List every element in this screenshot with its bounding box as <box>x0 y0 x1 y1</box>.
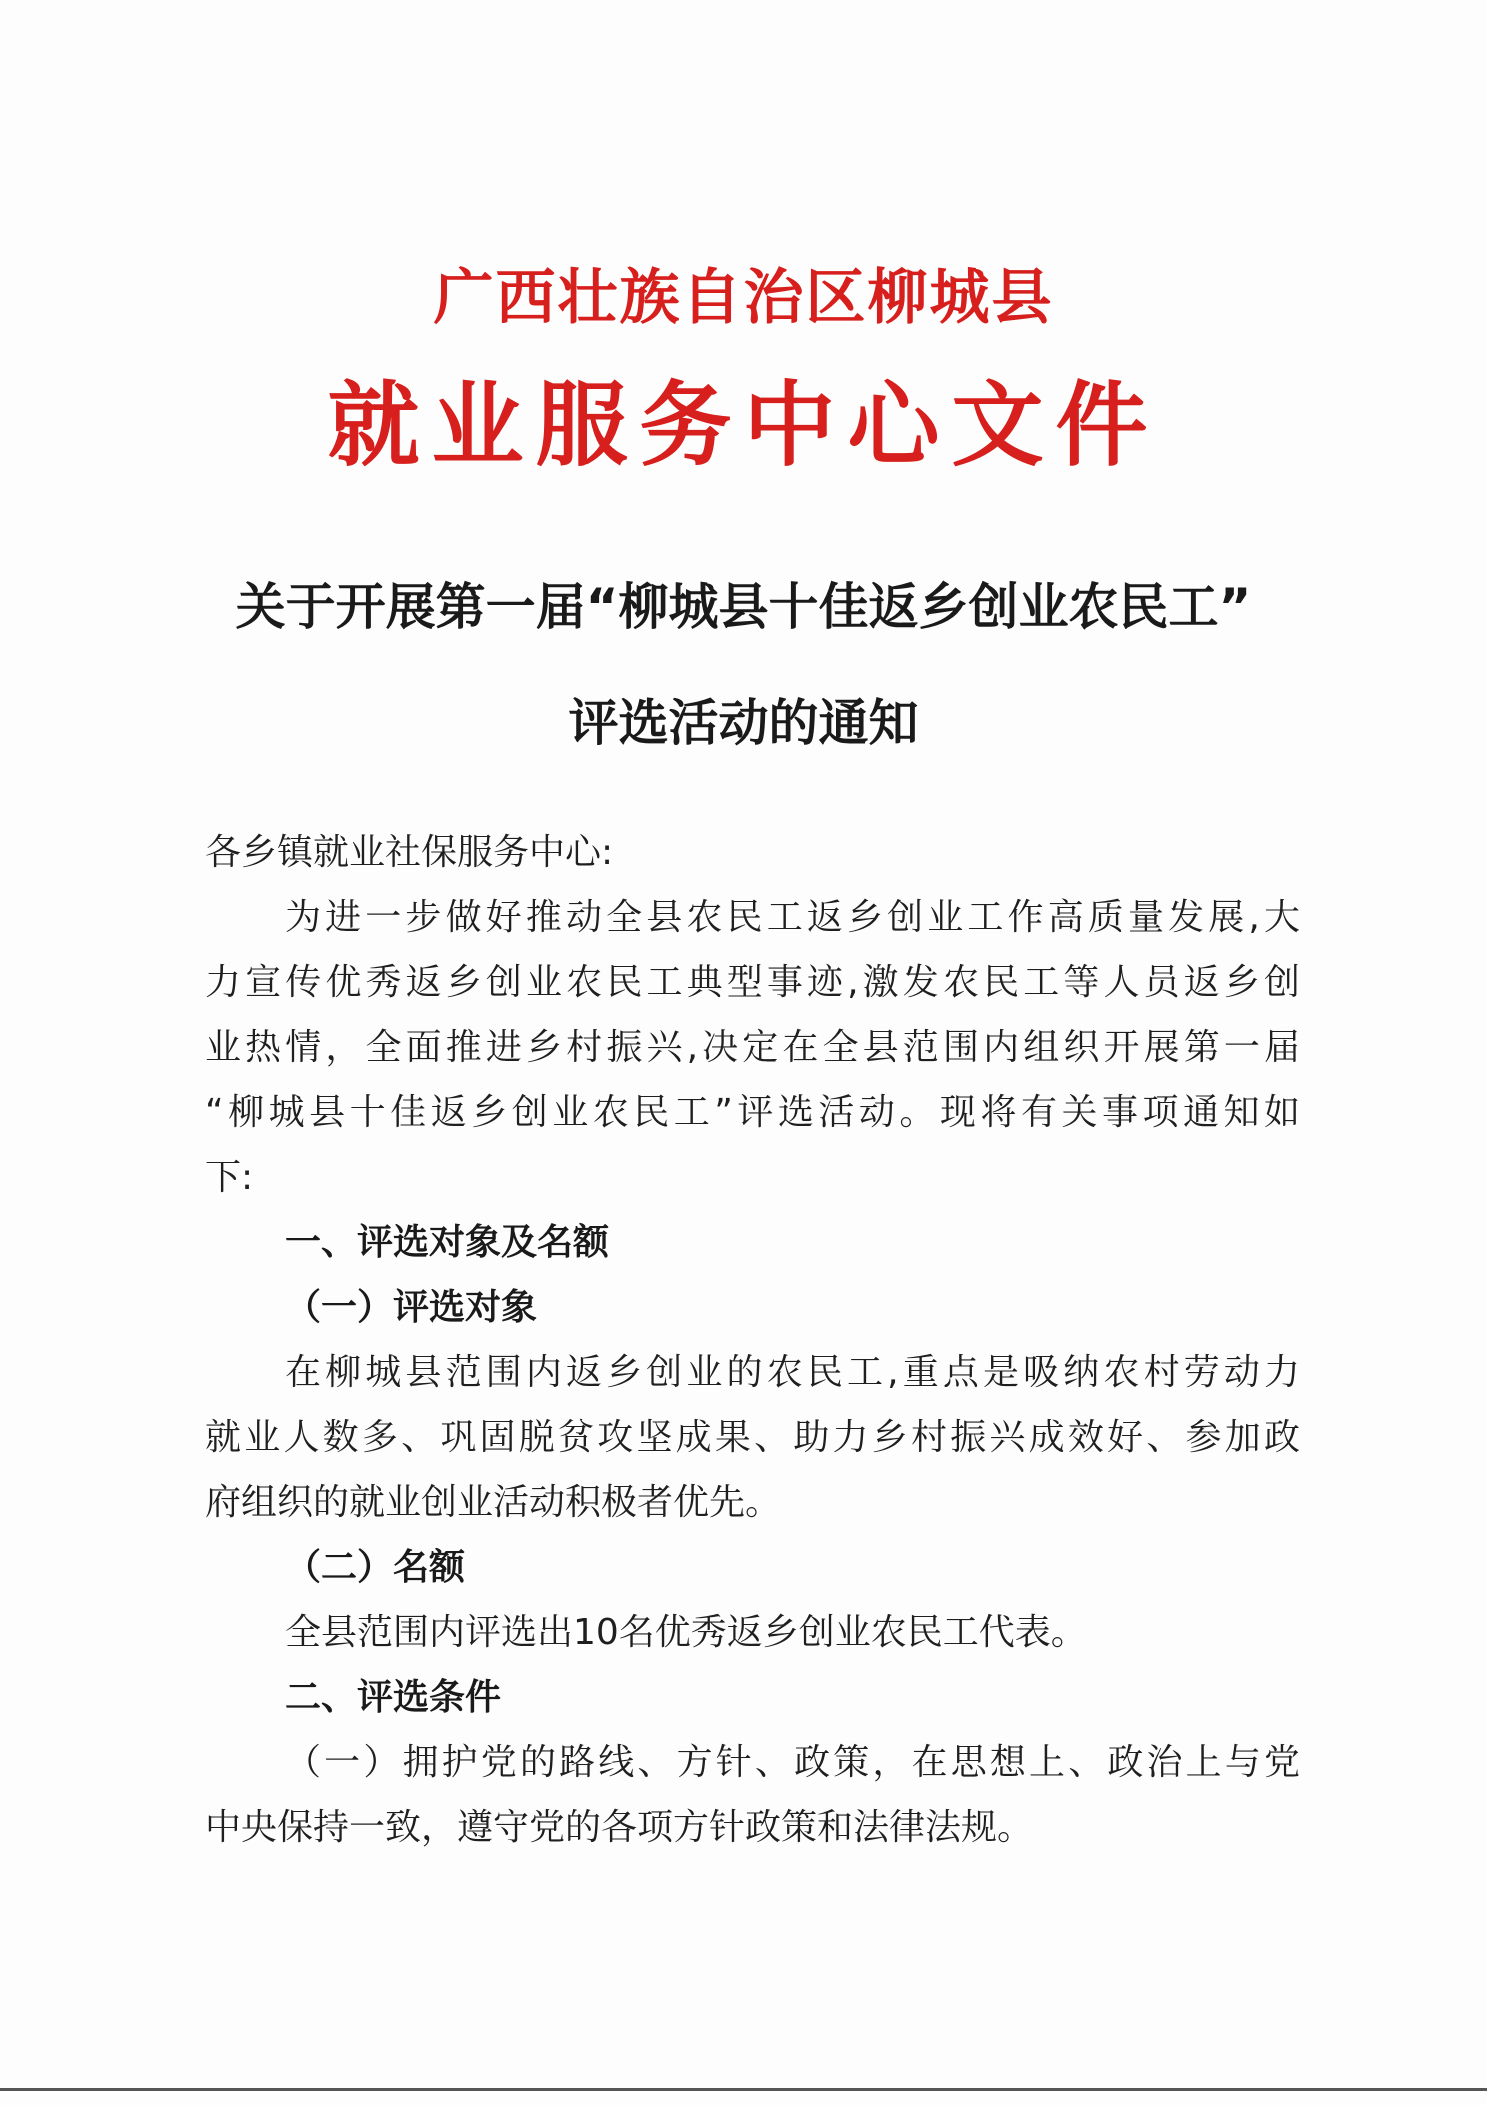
intro-line: 力宣传优秀返乡创业农民工典型事迹,激发农民工等人员返乡创 <box>205 962 1300 1003</box>
intro-line: 下: <box>205 1157 254 1198</box>
notice-title-line-2: 评选活动的通知 <box>568 694 919 752</box>
section-1-sub-1-line: 就业人数多、巩固脱贫攻坚成果、助力乡村振兴成效好、参加政 <box>205 1417 1300 1458</box>
salutation: 各乡镇就业社保服务中心: <box>205 832 614 873</box>
section-1-heading: 一、评选对象及名额 <box>285 1222 610 1263</box>
section-1-sub-1-line: 在柳城县范围内返乡创业的农民工,重点是吸纳农村劳动力 <box>285 1352 1300 1393</box>
intro-line: “柳城县十佳返乡创业农民工”评选活动。现将有关事项通知如 <box>205 1092 1300 1133</box>
section-2-line: 中央保持一致，遵守党的各项方针政策和法律法规。 <box>205 1807 1034 1848</box>
intro-line: 业热情，全面推进乡村振兴,决定在全县范围内组织开展第一届 <box>205 1027 1300 1068</box>
section-1-sub-2-line: 全县范围内评选出10名优秀返乡创业农民工代表。 <box>285 1612 1087 1653</box>
section-1-sub-2-heading: （二）名额 <box>285 1547 466 1588</box>
section-1-sub-1-heading: （一）评选对象 <box>285 1287 538 1328</box>
intro-line: 为进一步做好推动全县农民工返乡创业工作高质量发展,大 <box>285 897 1300 938</box>
issuer-name: 广西壮族自治区柳城县 <box>433 263 1054 333</box>
section-2-line: （一）拥护党的路线、方针、政策，在思想上、政治上与党 <box>285 1742 1300 1783</box>
section-2-heading: 二、评选条件 <box>285 1677 502 1718</box>
section-1-sub-1-line: 府组织的就业创业活动积极者优先。 <box>205 1482 782 1523</box>
document-type-header: 就业服务中心文件 <box>327 371 1160 479</box>
notice-title-line-1: 关于开展第一届“柳城县十佳返乡创业农民工” <box>235 578 1252 636</box>
page-bottom-rule <box>0 2088 1487 2091</box>
